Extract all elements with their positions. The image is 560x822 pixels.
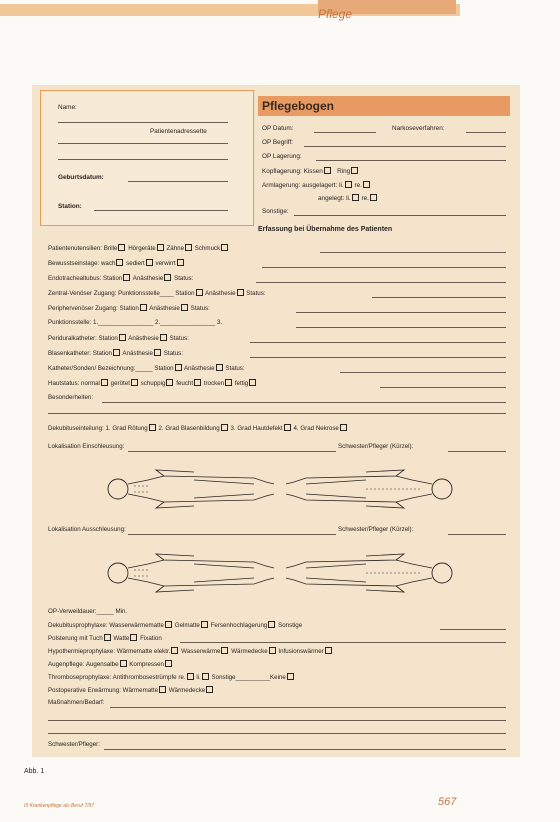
fersenhochlagerung-checkbox[interactable] bbox=[268, 621, 275, 628]
row-bewusstsein: Bewusstseinslage: wach sediert verwirrt bbox=[48, 259, 185, 267]
body-front-outline-2[interactable] bbox=[104, 550, 278, 596]
dekubitus-grad1-checkbox[interactable] bbox=[149, 424, 156, 431]
wasserwaermematte-checkbox[interactable] bbox=[165, 621, 172, 628]
section-heading-uebernahme: Erfassung bei Übernahme des Patienten bbox=[258, 226, 393, 233]
sonstige-line bbox=[294, 215, 506, 216]
station-label: Station: bbox=[58, 203, 82, 210]
header-word: Pflege bbox=[318, 7, 353, 21]
row-line bbox=[104, 749, 506, 750]
name-line bbox=[58, 122, 228, 123]
row-line bbox=[380, 387, 506, 388]
station-line bbox=[94, 210, 228, 211]
pdk-anaesthesie-checkbox[interactable] bbox=[160, 334, 167, 341]
watte-checkbox[interactable] bbox=[130, 634, 137, 641]
pvk-station-checkbox[interactable] bbox=[140, 304, 147, 311]
row-line bbox=[340, 372, 506, 373]
arm-ausgelagert-re-checkbox[interactable] bbox=[363, 181, 370, 188]
schwester-kuerzel-label-2: Schwester/Pfleger (Kürzel): bbox=[338, 526, 414, 533]
row-polsterung: Polsterung mit Tuch Watte Fixation bbox=[48, 635, 162, 642]
body-front-outline-1[interactable] bbox=[104, 466, 278, 512]
wasserwaerme-checkbox[interactable] bbox=[221, 647, 228, 654]
row-line bbox=[180, 642, 506, 643]
narkose-line bbox=[466, 132, 506, 133]
row-line bbox=[372, 297, 506, 298]
row-massnahmen: Maßnahmen/Bedarf: bbox=[48, 699, 105, 706]
kompressen-checkbox[interactable] bbox=[165, 660, 172, 667]
zvk-station-checkbox[interactable] bbox=[196, 289, 203, 296]
gelmatte-checkbox[interactable] bbox=[201, 621, 208, 628]
row-line bbox=[320, 252, 506, 253]
kissen-checkbox[interactable] bbox=[324, 167, 331, 174]
row-line bbox=[102, 402, 506, 403]
armlagerung-angelegt-label: angelegt: li. re. bbox=[318, 194, 378, 202]
body-back-outline-2[interactable] bbox=[282, 550, 456, 596]
schwester-kuerzel-label-1: Schwester/Pfleger (Kürzel): bbox=[338, 443, 414, 450]
arm-angelegt-re-checkbox[interactable] bbox=[370, 194, 377, 201]
row-postoperative-erwaermung: Postoperative Erwärmung: Wärmematte Wärmedecke bbox=[48, 686, 214, 694]
dekubitus-grad3-checkbox[interactable] bbox=[284, 424, 291, 431]
form-title: Pflegebogen bbox=[262, 99, 335, 113]
wach-checkbox[interactable] bbox=[116, 259, 123, 266]
thrombo-re-checkbox[interactable] bbox=[187, 673, 194, 680]
brille-checkbox[interactable] bbox=[118, 244, 125, 251]
haut-trocken-checkbox[interactable] bbox=[225, 379, 232, 386]
postop-waermedecke-checkbox[interactable] bbox=[206, 686, 213, 693]
row-line bbox=[262, 267, 506, 268]
tuch-checkbox[interactable] bbox=[104, 634, 111, 641]
geburtsdatum-line bbox=[128, 181, 228, 182]
journal-credit: III Krankenpflege als Beruf 7/97 bbox=[24, 803, 95, 809]
row-dekubitusprophylaxe: Dekubitusprophylaxe: Wasserwärmematte Gelmatte Fersenhochlagerung Sonstige bbox=[48, 622, 303, 629]
dk-station-checkbox[interactable] bbox=[113, 349, 120, 356]
address-line-2 bbox=[58, 159, 228, 160]
haut-normal-checkbox[interactable] bbox=[101, 379, 108, 386]
row-line bbox=[256, 282, 506, 283]
armlagerung-label: Armlagerung: ausgelagert: li. re. bbox=[262, 181, 371, 189]
op-datum-line bbox=[314, 132, 376, 133]
address-line-1 bbox=[58, 143, 228, 144]
row-line bbox=[48, 413, 506, 414]
row-hautstatus: Hautstatus: normal gerötet schuppig feucht trocken fettig bbox=[48, 379, 257, 387]
row-line bbox=[48, 733, 506, 734]
arm-ausgelagert-li-checkbox[interactable] bbox=[345, 181, 352, 188]
row-utensilien: Patientenutensilien: Brille Hörgeräte Zähne Schmuck bbox=[48, 244, 229, 252]
row-line bbox=[296, 327, 506, 328]
kopflagerung-label: Kopflagerung: Kissen Ring bbox=[262, 167, 359, 175]
sediert-checkbox[interactable] bbox=[146, 259, 153, 266]
haut-fettig-checkbox[interactable] bbox=[249, 379, 256, 386]
waermematte-elektr-checkbox[interactable] bbox=[171, 647, 178, 654]
schmuck-checkbox[interactable] bbox=[221, 244, 228, 251]
figure-caption: Abb. 1 bbox=[24, 768, 45, 775]
row-op-verweildauer: OP-Verweildauer:_____ Min. bbox=[48, 608, 128, 615]
row-line bbox=[448, 534, 506, 535]
infusionswaermer-checkbox[interactable] bbox=[325, 647, 332, 654]
pvk-anaesthesie-checkbox[interactable] bbox=[181, 304, 188, 311]
verwirrt-checkbox[interactable] bbox=[177, 259, 184, 266]
postop-waermematte-checkbox[interactable] bbox=[159, 686, 166, 693]
op-lagerung-label: OP Lagerung: bbox=[262, 153, 302, 160]
lokalisation-ausschleusung-label: Lokalisation Ausschleusung: bbox=[48, 526, 126, 533]
op-datum-label: OP Datum: bbox=[262, 125, 294, 132]
row-besonderheiten: Besonderheiten: bbox=[48, 394, 94, 401]
ring-checkbox[interactable] bbox=[351, 167, 358, 174]
hoergeraete-checkbox[interactable] bbox=[157, 244, 164, 251]
row-line bbox=[440, 629, 506, 630]
row-blasenkatheter: Blasenkatheter: Station Anästhesie Status: bbox=[48, 350, 183, 357]
row-line bbox=[128, 534, 336, 535]
row-thromboseprophylaxe: Thromboseprophylaxe: Antithrombosestrümpfe re. li. Sonstige__________Keine bbox=[48, 673, 295, 681]
row-zvk: Zentral-Venöser Zugang: Punktionsstelle____ Station Anästhesie Status: bbox=[48, 290, 266, 297]
arm-angelegt-li-checkbox[interactable] bbox=[352, 194, 359, 201]
narkose-label: Narkoseverfahren: bbox=[392, 125, 445, 132]
row-line bbox=[48, 720, 506, 721]
row-line bbox=[296, 312, 506, 313]
row-line bbox=[448, 451, 506, 452]
dk-anaesthesie-checkbox[interactable] bbox=[154, 349, 161, 356]
sonstige-label: Sonstige: bbox=[262, 208, 289, 215]
tubus-anaesthesie-checkbox[interactable] bbox=[164, 274, 171, 281]
row-endotracheal: Endotrachealtubus: Station Anästhesie Status: bbox=[48, 275, 194, 282]
name-label: Name: bbox=[58, 104, 77, 111]
row-line bbox=[250, 357, 506, 358]
thrombo-keine-checkbox[interactable] bbox=[287, 673, 294, 680]
thrombo-li-checkbox[interactable] bbox=[202, 673, 209, 680]
row-augenpflege: Augenpflege: Augensalbe Kompressen bbox=[48, 660, 173, 668]
row-punktionsstelle: Punktionsstelle: 1.________________ 2.________________ 3. bbox=[48, 319, 223, 326]
dekubitus-grad4-checkbox[interactable] bbox=[340, 424, 347, 431]
haut-geroetet-checkbox[interactable] bbox=[131, 379, 138, 386]
row-line bbox=[110, 707, 506, 708]
pdk-station-checkbox[interactable] bbox=[119, 334, 126, 341]
op-begriff-line bbox=[304, 146, 506, 147]
zvk-anaesthesie-checkbox[interactable] bbox=[237, 289, 244, 296]
zaehne-checkbox[interactable] bbox=[185, 244, 192, 251]
row-dekubitus: Dekubituseinteilung: 1. Grad Rötung 2. Grad Blasenbildung 3. Grad Hautdefekt 4. Grad Nekrose bbox=[48, 424, 348, 432]
op-lagerung-line bbox=[316, 160, 506, 161]
form-title-bar bbox=[258, 96, 510, 116]
row-line bbox=[128, 451, 336, 452]
row-pvk: Periphervenöser Zugang: Station Anästhesie Status: bbox=[48, 305, 210, 312]
lokalisation-einschleusung-label: Lokalisation Einschleusung: bbox=[48, 443, 125, 450]
waermedecke-checkbox[interactable] bbox=[269, 647, 276, 654]
row-pdk: Periduralkatheter: Station Anästhesie Status: bbox=[48, 335, 189, 342]
sonden-station-checkbox[interactable] bbox=[175, 364, 182, 371]
row-hypothermie: Hypothermieprophylaxe: Wärmematte elektr. Wasserwärme Wärmedecke Infusionswärmer bbox=[48, 647, 333, 655]
page-number: 567 bbox=[438, 796, 457, 808]
patientenadresse-label: Patientenadressette bbox=[150, 128, 207, 135]
dekubitus-grad2-checkbox[interactable] bbox=[221, 424, 228, 431]
augensalbe-checkbox[interactable] bbox=[120, 660, 127, 667]
row-katheter-sonden: Katheter/Sonden/ Bezeichnung:_____ Station Anästhesie Status: bbox=[48, 365, 245, 372]
haut-schuppig-checkbox[interactable] bbox=[166, 379, 173, 386]
row-schwester-pfleger: Schwester/Pfleger: bbox=[48, 741, 100, 748]
op-begriff-label: OP Begriff: bbox=[262, 139, 294, 146]
body-back-outline-1[interactable] bbox=[282, 466, 456, 512]
sonden-anaesthesie-checkbox[interactable] bbox=[216, 364, 223, 371]
haut-feucht-checkbox[interactable] bbox=[194, 379, 201, 386]
geburtsdatum-label: Geburtsdatum: bbox=[58, 174, 104, 181]
row-line bbox=[250, 342, 506, 343]
tubus-station-checkbox[interactable] bbox=[123, 274, 130, 281]
